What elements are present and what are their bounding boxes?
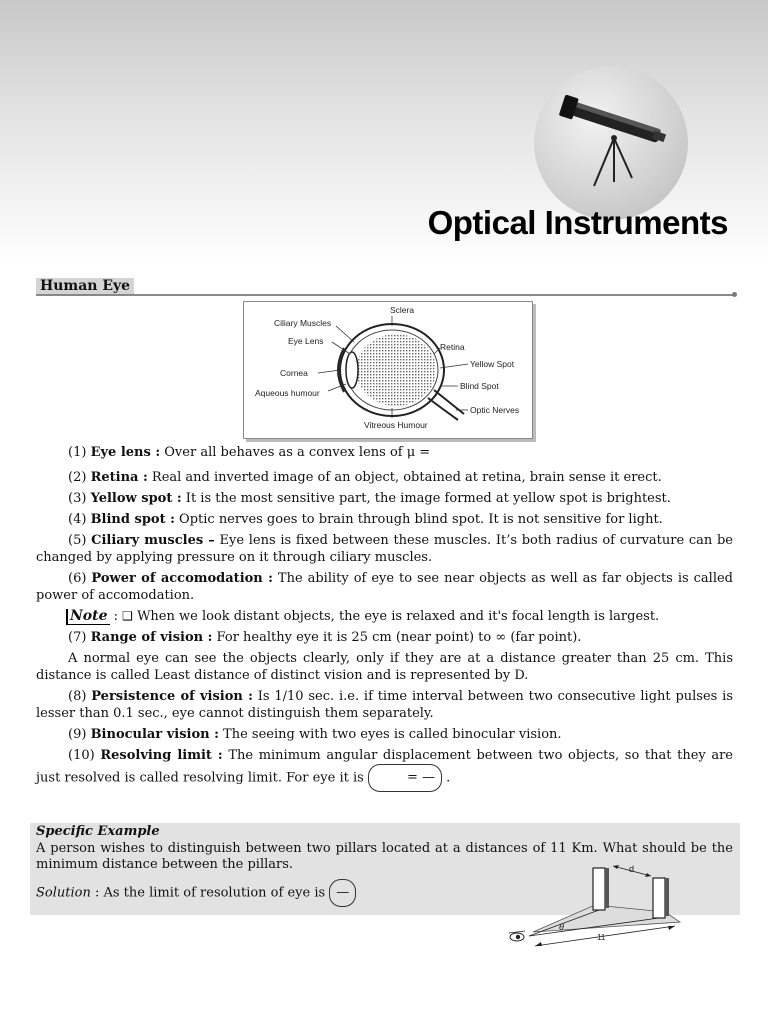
item-ciliary-muscles: (5) Ciliary muscles – Eye lens is fixed between these muscles. It’s both radius of curvature can be changed by applying pressure on it through ciliary muscles. bbox=[36, 533, 733, 565]
label-cornea: Cornea bbox=[280, 368, 308, 378]
note-tag: Note bbox=[66, 609, 110, 625]
item-persistence-of-vision: (8) Persistence of vision : Is 1/10 sec. i.e. if time interval between two consecutive light pulses is lesser than 0.1 sec., eye cannot distinguish them separately. bbox=[36, 689, 733, 721]
resolution-formula: — bbox=[329, 879, 356, 907]
label-sclera: Sclera bbox=[390, 305, 415, 315]
pillars-diagram bbox=[505, 860, 695, 950]
item-retina: (2) Retina : Real and inverted image of an object, obtained at retina, brain sense it erect. bbox=[68, 470, 662, 485]
label-d: d bbox=[629, 864, 635, 874]
label-eye-lens: Eye Lens bbox=[288, 336, 324, 346]
label-retina: Retina bbox=[440, 342, 465, 352]
label-ciliary-muscles: Ciliary Muscles bbox=[274, 318, 332, 328]
telescope-icon bbox=[534, 66, 688, 220]
item-resolving-limit: (10) Resolving limit : The minimum angular displacement between two objects, so that they are just resolved is called resolving limit. For eye it is = — . bbox=[36, 747, 733, 792]
chapter-title: Optical Instruments bbox=[427, 204, 728, 241]
checkbox-bullet-icon: ❑ bbox=[122, 609, 133, 623]
section-heading: Human Eye bbox=[36, 278, 134, 295]
item-yellow-spot: (3) Yellow spot : It is the most sensitive part, the image formed at yellow spot is brightest. bbox=[68, 491, 671, 506]
section-divider bbox=[36, 294, 734, 296]
item-power-of-accomodation: (6) Power of accomodation : The ability of eye to see near objects as well as far objects is called power of accomodation. bbox=[36, 571, 733, 603]
solution-line: Solution : As the limit of resolution of eye is — bbox=[36, 879, 356, 907]
example-title: Specific Example bbox=[36, 824, 160, 839]
label-yellow-spot: Yellow Spot bbox=[470, 359, 515, 369]
item-blind-spot: (4) Blind spot : Optic nerves goes to brain through blind spot. It is not sensitive for light. bbox=[68, 512, 663, 527]
human-eye-diagram bbox=[243, 301, 533, 439]
resolving-limit-formula: = — bbox=[368, 764, 442, 792]
label-distance: 11 bbox=[597, 933, 606, 942]
example-text: A person wishes to distinguish between two pillars located at a distances of 11 Km. What should be the minimum distance between the pillars. bbox=[36, 841, 733, 872]
normal-eye-text: A normal eye can see the objects clearly, only if they are at a distance greater than 25 cm. This distance is called Least distance of distinct vision and is represented by D. bbox=[36, 651, 733, 683]
item-range-of-vision: (7) Range of vision : For healthy eye it is 25 cm (near point) to ∞ (far point). bbox=[68, 630, 582, 645]
item-binocular-vision: (9) Binocular vision : The seeing with two eyes is called binocular vision. bbox=[68, 727, 562, 742]
item-eye-lens: (1) Eye lens : Over all behaves as a convex lens of μ = bbox=[68, 445, 431, 460]
note: Note : ❑ When we look distant objects, the eye is relaxed and it's focal length is largest. bbox=[36, 608, 733, 625]
label-blind-spot: Blind Spot bbox=[460, 381, 499, 391]
label-vitreous-humour: Vitreous Humour bbox=[364, 420, 428, 430]
label-aqueous-humour: Aqueous humour bbox=[255, 388, 320, 398]
label-theta: θ bbox=[559, 922, 564, 932]
label-optic-nerves: Optic Nerves bbox=[470, 405, 520, 415]
body-text bbox=[36, 444, 733, 796]
